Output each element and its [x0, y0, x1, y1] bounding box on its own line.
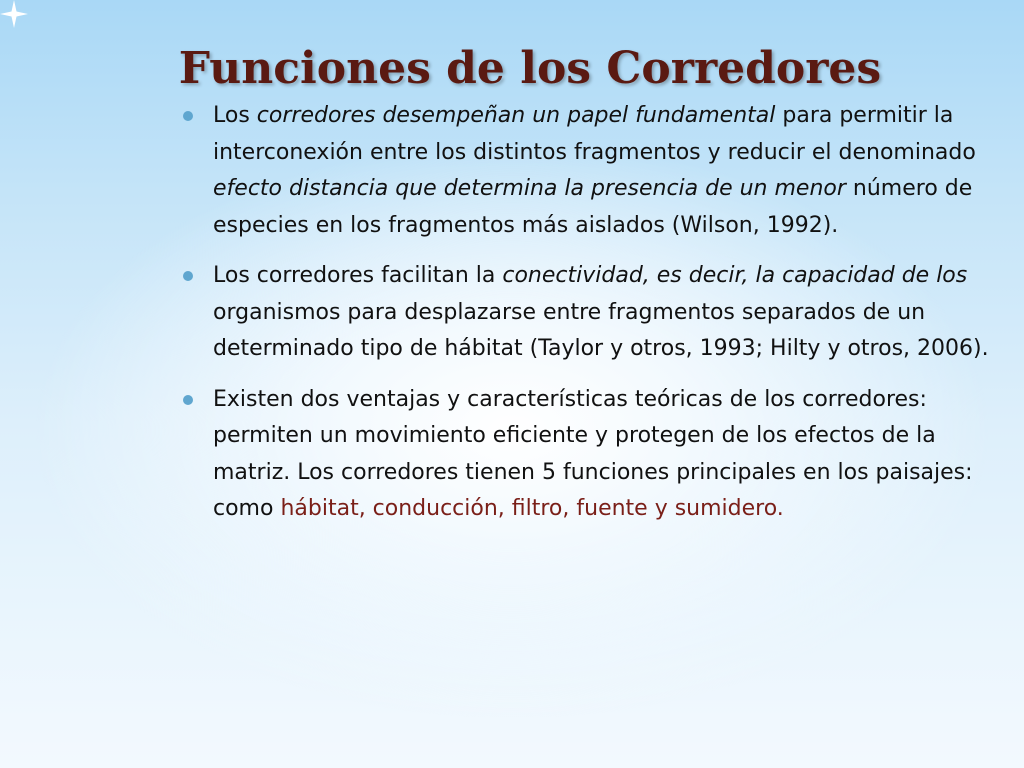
bullet-item: [181, 382, 996, 528]
bullet-item: [181, 98, 996, 244]
bullet-text: Los corredores facilitan la conectividad, es decir, la capacidad de los organismos para desplazarse entre fragmentos separados de un determinado tipo de hábitat (Taylor y otros, 1993; Hilty y otros, 2006).: [213, 263, 989, 361]
bullet-item: [181, 258, 996, 368]
bullet-text: Existen dos ventajas y características teóricas de los corredores: permiten un movimiento eficiente y protegen de los efectos de la matriz. Los corredores tienen 5 funciones principales en los paisajes: como hábitat, conducción, filtro, fuente y sumidero.: [213, 386, 973, 521]
bullet-dot-icon: [183, 271, 193, 281]
highlighted-functions: hábitat, conducción, filtro, fuente y sumidero.: [280, 496, 784, 521]
bullet-dot-icon: [183, 111, 193, 121]
bullet-list: [181, 98, 996, 542]
slide-title: Funciones de los Corredores: [178, 43, 882, 95]
bullet-text: Los corredores desempeñan un papel fundamental para permitir la interconexión entre los distintos fragmentos y reducir el denominado efecto distancia que determina la presencia de un menor número de especies en los fragmentos más aislados (Wilson, 1992).: [213, 103, 976, 238]
sparkle-icon: [0, 0, 28, 28]
bullet-dot-icon: [183, 395, 193, 405]
